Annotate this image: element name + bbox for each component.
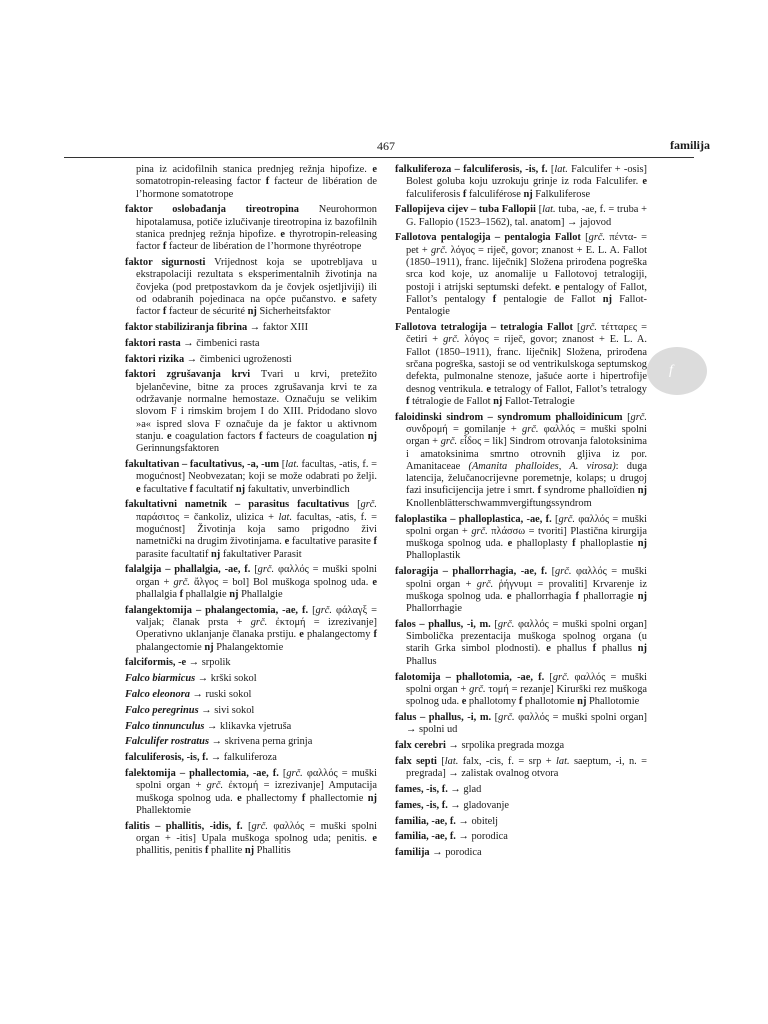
entry-text: phalangectomie <box>136 641 205 653</box>
italic-text: grč. <box>206 780 224 792</box>
language-label: nj <box>637 485 647 497</box>
italic-text: grč. <box>430 244 448 256</box>
entry-headword: falus – phallus, -i, m. <box>395 711 492 723</box>
entry-text: fakultativ, unverbindlich <box>245 483 350 495</box>
entry-headword: falangektomija – phalangectomia, -ae, f. <box>125 604 309 616</box>
language-label: f <box>179 589 184 600</box>
entry-text: → faktor XIII <box>247 322 309 334</box>
entry-headword: faktor oslobađanja tireotropina <box>125 204 299 216</box>
dictionary-entry <box>125 821 377 858</box>
entry-text: Vrijednost koja se upotrebljava u ekstrapolaciji rezultata s eksperimentalnih životinja na čovjeka (pod pretpostavkom da je čovjek osjetljiviji) ili od odabranih pojedinaca na opće pučanstvo. <box>136 257 377 305</box>
language-label: e <box>372 164 377 175</box>
language-label: nj <box>637 643 647 655</box>
dictionary-entry <box>125 322 377 334</box>
page-number: 467 <box>377 139 395 153</box>
italic-text: grč. <box>580 322 597 334</box>
italic-text: grč. <box>315 604 332 616</box>
italic-text: lat. <box>556 755 570 767</box>
language-label: f <box>492 293 497 305</box>
language-label: nj <box>229 589 239 600</box>
entry-headword: faktor stabiliziranja fibrina <box>125 322 248 334</box>
entry-text: phallitis, penitis <box>136 845 205 857</box>
dictionary-entry <box>125 459 377 496</box>
language-label: f <box>537 485 542 497</box>
italic-text: grč. <box>173 576 190 588</box>
entry-text: τέτταρες = četiri + <box>406 322 647 346</box>
italic-text: grč. <box>471 525 488 537</box>
dictionary-entry <box>395 816 647 828</box>
entry-text: somatotropin-releasing factor <box>136 176 266 188</box>
italic-text: grč. <box>555 566 572 578</box>
entry-text: φαλλός = muški spolni organ + -itis] Upala muškoga spolnog uda; penitis. <box>136 820 377 845</box>
language-label: f <box>204 845 209 857</box>
language-label: f <box>162 306 167 318</box>
entry-text: → gladovanje <box>447 799 509 811</box>
entry-text: Tvari u krvi, pretežito bjelančevine, bitne za proces zgrušavanja krvi te za održavanje normalne hemostaze. Označuju se velikim slovom F i rimskim brojem I do XIII. Pridodano slovo »a« ispred slova F označuje da je faktor u aktivnom stanju. <box>136 369 377 442</box>
entry-text: phallectomie <box>305 792 368 804</box>
language-label: f <box>258 430 263 442</box>
entry-text: phallus <box>596 643 638 655</box>
language-label: f <box>162 241 167 253</box>
dictionary-entry <box>125 257 377 318</box>
entry-text: facultas, -atis, f. = mogućnost] Životinja koja samo prigodno živi nametnički na drugim životinjama. <box>136 511 377 548</box>
header-rule <box>64 157 694 158</box>
language-label: f <box>373 536 377 548</box>
language-label: f <box>462 188 467 200</box>
language-label: f <box>189 483 194 495</box>
entry-text: facteur de libération de l’hormone thyréotrope <box>166 241 362 253</box>
entry-text: [ <box>242 820 252 832</box>
dictionary-entry <box>395 514 647 563</box>
entry-text: → porodica <box>429 847 482 859</box>
entry-headword: Fallotova pentalogija – pentalogia Fallot <box>395 232 581 244</box>
language-label: e <box>372 833 377 845</box>
italic-text: grč. <box>286 768 303 780</box>
entry-text: phallectomy <box>241 792 302 804</box>
entry-headword: faloplastika – phalloplastica, -ae, f. <box>395 513 552 525</box>
entry-text: Fallot-Pentalogie <box>406 293 647 318</box>
language-label: e <box>299 629 304 641</box>
dictionary-entry <box>125 564 377 601</box>
entry-headword: faktori zgrušavanja krvi <box>125 369 251 381</box>
entry-headword: faktor sigurnosti <box>125 257 206 269</box>
italic-text: grč. <box>360 499 377 511</box>
entry-text: Phalloplastik <box>406 550 461 562</box>
entry-headword: fames, -is, f. <box>395 799 448 811</box>
entry-text: πέντα- = pet + <box>406 232 648 256</box>
language-label: nj <box>367 430 378 442</box>
language-label: e <box>237 792 242 804</box>
italic-text: lat. <box>554 164 568 175</box>
entry-text: Sicherheitsfaktor <box>256 306 331 318</box>
language-label: f <box>572 538 576 550</box>
entry-text: facultatif <box>193 483 236 495</box>
language-label: e <box>506 590 512 602</box>
italic-text: grč. <box>558 513 575 525</box>
entry-headword: falotomija – phallotomia, -ae, f. <box>395 671 545 683</box>
italic-text: grč. <box>522 423 539 435</box>
language-label: nj <box>577 696 587 708</box>
language-label: e <box>507 538 513 550</box>
entry-text: phalangectomy <box>303 629 374 641</box>
entry-headword: faloidinski sindrom – syndromum phalloidinicum <box>395 411 623 423</box>
left-column <box>125 164 377 861</box>
entry-text: → skrivena perna grinja <box>209 736 313 748</box>
dictionary-entry <box>395 204 647 229</box>
dictionary-entry <box>125 689 377 701</box>
italic-text: (Amanita phalloides, A. virosa) <box>468 460 616 472</box>
entry-headword-italic: Falco peregrinus <box>125 704 199 716</box>
entry-text: πλάσσω = tvoriti] Plastična kirurgija muškoga spolnog uda. <box>406 525 647 550</box>
entry-text: phallus <box>550 643 593 655</box>
italic-text: grč. <box>497 618 515 630</box>
italic-text: grč. <box>476 578 494 590</box>
entry-headword: Fallopijeva cijev – tuba Fallopii <box>395 204 536 216</box>
entry-text: facultas, -atis, f. = mogućnost] Neobvezatan; koji se može odabrati po želji. <box>136 459 378 483</box>
entry-text: falculiferosis <box>406 188 463 200</box>
entry-text: [ <box>622 411 631 423</box>
entry-text: φάλαγξ = valjak; članak prsta + <box>136 604 377 629</box>
italic-text: lat. <box>278 511 293 523</box>
entry-text: phalloplastie <box>575 538 638 550</box>
entry-headword: falx septi <box>395 755 437 767</box>
language-label: e <box>554 281 560 293</box>
entry-text: [ <box>544 671 553 683</box>
entry-text: [ <box>535 204 543 216</box>
entry-headword: falx cerebri <box>395 740 446 752</box>
entry-text: [ <box>436 755 445 767</box>
dictionary-entry <box>395 712 647 737</box>
dictionary-entry <box>395 672 647 709</box>
language-label: nj <box>244 845 255 857</box>
entry-headword: familia, -ae, f. <box>395 815 456 827</box>
dictionary-entry <box>125 338 377 350</box>
language-label: e <box>642 176 647 188</box>
language-label: nj <box>247 306 257 318</box>
entry-text: parasite facultatif <box>136 548 212 560</box>
italic-text: grč. <box>630 411 647 423</box>
entry-headword: familija <box>395 847 430 859</box>
entry-text: → ruski sokol <box>189 689 252 701</box>
language-label: nj <box>602 293 612 305</box>
dictionary-entry <box>125 721 377 733</box>
entry-text: φαλλός = muški spolni organ + <box>406 566 647 590</box>
language-label: e <box>166 430 172 442</box>
entry-text: εἶδος = lik] Sindrom otrovanja falotoksinima i amatoksinima smrtno otrovnih gljiva iz por. Amanitaceae <box>406 436 647 472</box>
dictionary-entry <box>125 164 377 201</box>
thumb-index-tab <box>647 347 707 395</box>
entry-text: Phallorrhagie <box>406 603 462 615</box>
language-label: nj <box>493 395 503 407</box>
entry-text: Falkuliferose <box>532 188 591 200</box>
entry-text: → klikavka vjetruša <box>204 720 292 732</box>
language-label: e <box>341 293 347 305</box>
entry-text: Phallalgie <box>238 589 283 600</box>
entry-text: ἐκτομή = izrezivanje] Operativno uklanjanje članaka prstiju. <box>136 617 377 641</box>
language-label: nj <box>523 188 533 200</box>
entry-text: φαλλός = muški spolni organ + <box>136 768 377 792</box>
entry-headword-italic: Falco biarmicus <box>125 673 196 685</box>
language-label: f <box>301 792 306 804</box>
language-label: e <box>280 228 285 240</box>
entry-text: syndrome phalloïdien <box>541 485 638 497</box>
entry-text: → srpolika pregrada mozga <box>445 740 565 752</box>
entry-text: facteur de sécurité <box>166 306 248 318</box>
dictionary-entry <box>395 566 647 615</box>
italic-text: grč. <box>440 436 458 448</box>
language-label: f <box>406 395 410 407</box>
entry-headword: falculiferosis, -is, f. <box>125 752 209 764</box>
entry-headword: falciformis, -e <box>125 657 187 669</box>
dictionary-entry <box>395 756 647 781</box>
language-label: e <box>486 383 491 395</box>
language-label: f <box>265 176 270 188</box>
entry-text: facteur de libération de l’hormone somatotrope <box>136 176 377 200</box>
entry-text: [ <box>279 459 286 471</box>
language-label: e <box>284 536 290 548</box>
italic-text: grč. <box>498 711 515 723</box>
entry-headword-italic: Falco tinnunculus <box>125 720 205 732</box>
entry-text: tetralogy of Fallot, Fallot’s tetralogy <box>490 383 647 395</box>
entry-headword: fames, -is, f. <box>395 783 448 795</box>
language-label: f <box>518 696 523 708</box>
entry-text: fakultativer Parasit <box>220 548 302 560</box>
entry-headword-italic: Falco eleonora <box>125 689 190 701</box>
entry-text: [ <box>250 564 258 576</box>
language-label: f <box>592 643 597 655</box>
entry-text: phallotomy <box>466 696 519 708</box>
entry-text: → krški sokol <box>195 673 257 685</box>
dictionary-entry <box>395 412 647 510</box>
italic-text: grč. <box>552 671 570 683</box>
entry-text: tuba, -ae, f. = truba + G. Fallopio (1523–1562), tal. anatom] → jajovod <box>406 204 647 228</box>
entry-text: tétralogie de Fallot <box>409 395 494 407</box>
dictionary-entry <box>125 768 377 817</box>
dictionary-entry <box>395 784 647 796</box>
language-label: f <box>373 629 377 641</box>
entry-text: φαλλός = muški spolni organ] Simbolička prezentacija muškoga spolnog organa (u starih Grka simbol plodnosti). <box>406 618 647 655</box>
dictionary-entry <box>125 705 377 717</box>
language-label: e <box>461 696 467 708</box>
dictionary-entry <box>125 605 377 654</box>
entry-headword: falektomija – phallectomia, -ae, f. <box>125 768 279 780</box>
dictionary-entry <box>395 847 647 859</box>
entry-text: → sivi sokol <box>198 704 255 716</box>
language-label: nj <box>204 641 214 653</box>
entry-text: falx, -cis, f. = srp + <box>458 755 556 767</box>
entry-headword: falalgija – phallalgia, -ae, f. <box>125 564 251 576</box>
entry-text: φαλλός = muški spolni organ + <box>136 564 378 588</box>
language-label: e <box>136 483 141 495</box>
entry-text: [ <box>580 232 589 244</box>
entry-text: τομή = rezanje] Kirurški rez muškoga spolnog uda. <box>406 683 648 708</box>
entry-text: [ <box>491 711 499 723</box>
entry-text: φαλλός = muški spolni organ + <box>406 671 647 695</box>
dictionary-entry <box>395 322 647 408</box>
entry-text: Knollenblätterschwammvergiftungssyndrom <box>406 497 592 509</box>
entry-text: [ <box>572 322 581 334</box>
right-column <box>395 164 647 863</box>
thumb-index-letter: f <box>669 363 673 378</box>
italic-text: grč. <box>250 617 268 629</box>
entry-headword: fakultativan – facultativus, -a, -um <box>125 459 280 471</box>
entry-text: [ <box>490 618 498 630</box>
entry-text: [ <box>349 499 361 511</box>
entry-text: phallorrhagia <box>511 590 576 602</box>
dictionary-entry <box>125 204 377 253</box>
italic-text: lat. <box>542 204 556 216</box>
entry-text: phallalgia <box>136 589 180 600</box>
entry-text: Gerinnungsfaktoren <box>136 443 220 455</box>
entry-text: ἐκτομή = izrezivanje] Amputacija muškoga spolnog uda. <box>136 780 377 804</box>
entry-text: ῥήγνυμι = provaliti] Krvarenje iz muškoga spolnog uda. <box>406 578 647 602</box>
entry-text: saeptum, -i, n. = pregrada] → zalistak ovalnog otvora <box>406 755 647 780</box>
entry-text: λόγος = riječ, govor; znanost + E. L. A. Fallot (1850–1911), franc. liječnik] Složena, prirođena srčana pogreška, sastoji se od ventrikulskoga septumskog defekta, pulmonalne stenoze, jašuće aorte i hipertrofije desnog ventrikula. <box>406 334 648 395</box>
entry-text: φαλλός = muški spolni organ + <box>406 513 647 537</box>
entry-text: facteurs de coagulation <box>262 430 368 442</box>
language-label: nj <box>637 538 647 550</box>
italic-text: lat. <box>285 459 299 471</box>
entry-headword: falos – phallus, -i, m. <box>395 618 491 630</box>
entry-headword: fakultativni nametnik – parasitus facultativus <box>125 499 350 511</box>
language-label: f <box>575 590 579 602</box>
entry-text: phalloplasty <box>512 538 573 550</box>
entry-headword: familia, -ae, f. <box>395 831 456 843</box>
entry-text: Phallektomie <box>136 804 191 816</box>
entry-text: Phallus <box>406 655 437 667</box>
entry-text: λόγος = riječ, govor; znanost + E. L. A. Fallot (1850–1911), franc. liječnik] Složena prirođena pogreška srca kod koje, uz anomalije u Fallotovoj tetralogiji, postoji i atrijski septumski defekt. <box>406 244 648 293</box>
entry-text: Fallot-Tetralogie <box>502 395 575 407</box>
entry-text: [ <box>547 566 556 578</box>
running-head: familija <box>670 138 710 152</box>
entry-headword: falkuliferoza – falculiferosis, -is, f. <box>395 164 548 175</box>
entry-text: → obitelj <box>455 815 499 827</box>
entry-text: Phallotomie <box>586 696 640 708</box>
entry-headword-italic: Falculifer rostratus <box>125 736 210 748</box>
entry-text: safety factor <box>136 293 377 318</box>
entry-text: Falculifer + -osis] Bolest goluba koju uzrokuju grinje iz roda Falculifer. <box>406 164 647 188</box>
entry-text: [ <box>278 768 287 780</box>
entry-text: παράσιτος = čankoliz, ulizica + <box>136 511 279 523</box>
entry-text: → glad <box>447 783 482 795</box>
dictionary-entry <box>395 164 647 201</box>
entry-text: → srpolik <box>186 657 231 669</box>
dictionary-entry <box>395 232 647 318</box>
entry-text: φαλλός = muški spolni organ] → spolni ud <box>406 711 647 736</box>
dictionary-entry <box>125 673 377 685</box>
entry-text: → čimbenici rasta <box>180 337 260 349</box>
entry-headword: faloragija – phallorrhagia, -ae, f. <box>395 566 548 578</box>
dictionary-entry <box>125 354 377 366</box>
entry-text: Phalangektomie <box>213 641 284 653</box>
dictionary-entry <box>125 752 377 764</box>
dictionary-entry <box>395 740 647 752</box>
entry-text: facultative parasite <box>289 536 374 548</box>
entry-text: phallorragie <box>578 590 638 602</box>
entry-text: συνδρομή = gomilanje + <box>406 423 523 435</box>
entry-text: [ <box>308 604 316 616</box>
entry-text: Neurohormon hipotalamusa, potiče izlučivanje tireotropina iz bazofilnih stanica prednjeg režnja hipofize. <box>136 204 378 240</box>
entry-text: [ <box>551 513 559 525</box>
dictionary-entry <box>395 800 647 812</box>
entry-text: pina iz acidofilnih stanica prednjeg režnja hipofize. <box>136 164 373 175</box>
language-label: nj <box>367 792 377 804</box>
language-label: nj <box>211 548 221 560</box>
italic-text: grč. <box>251 820 268 832</box>
dictionary-entry <box>395 619 647 668</box>
language-label: nj <box>637 590 647 602</box>
dictionary-entry <box>125 499 377 560</box>
entry-text: [ <box>547 164 555 175</box>
entry-headword: Fallotova tetralogija – tetralogia Fallot <box>395 322 573 334</box>
entry-text: coagulation factors <box>171 430 259 442</box>
language-label: e <box>372 576 377 588</box>
dictionary-entry <box>125 657 377 669</box>
dictionary-entry <box>395 831 647 843</box>
entry-text: facultative <box>140 483 190 495</box>
language-label: e <box>546 643 551 655</box>
dictionary-entry <box>125 369 377 455</box>
entry-text: pentalogie de Fallot <box>496 293 603 305</box>
italic-text: lat. <box>444 755 459 767</box>
entry-headword: faktori rizika <box>125 353 185 365</box>
italic-text: grč. <box>469 683 486 695</box>
entry-headword: falitis – phallitis, -idis, f. <box>125 820 243 832</box>
entry-text: thyrotropin-releasing factor <box>136 228 377 253</box>
entry-text: phallite <box>208 845 245 857</box>
entry-text: phallotomie <box>522 696 578 708</box>
entry-text: → čimbenici ugroženosti <box>184 353 292 365</box>
entry-text: phallalgie <box>183 589 230 600</box>
entry-text: pentalogy of Fallot, Fallot’s pentalogy <box>406 281 647 305</box>
dictionary-entry <box>125 736 377 748</box>
italic-text: grč. <box>443 334 460 346</box>
entry-text: : duga latencija, želučanocrijevne poremetnje, kolaps; u drugoj fazi insuficijencija jetre i smrt. <box>406 460 648 497</box>
italic-text: grč. <box>257 564 275 576</box>
entry-text: φαλλός = muški spolni organ + <box>406 423 648 448</box>
italic-text: grč. <box>588 232 606 244</box>
entry-text: ἄλγος = bol] Bol muškoga spolnog uda. <box>189 576 373 588</box>
language-label: nj <box>235 483 246 495</box>
entry-headword: faktori rasta <box>125 337 181 349</box>
entry-text: Phallitis <box>254 845 291 857</box>
entry-text: → falkuliferoza <box>208 752 277 764</box>
entry-text: falculiférose <box>466 188 524 200</box>
entry-text: → porodica <box>455 831 508 843</box>
